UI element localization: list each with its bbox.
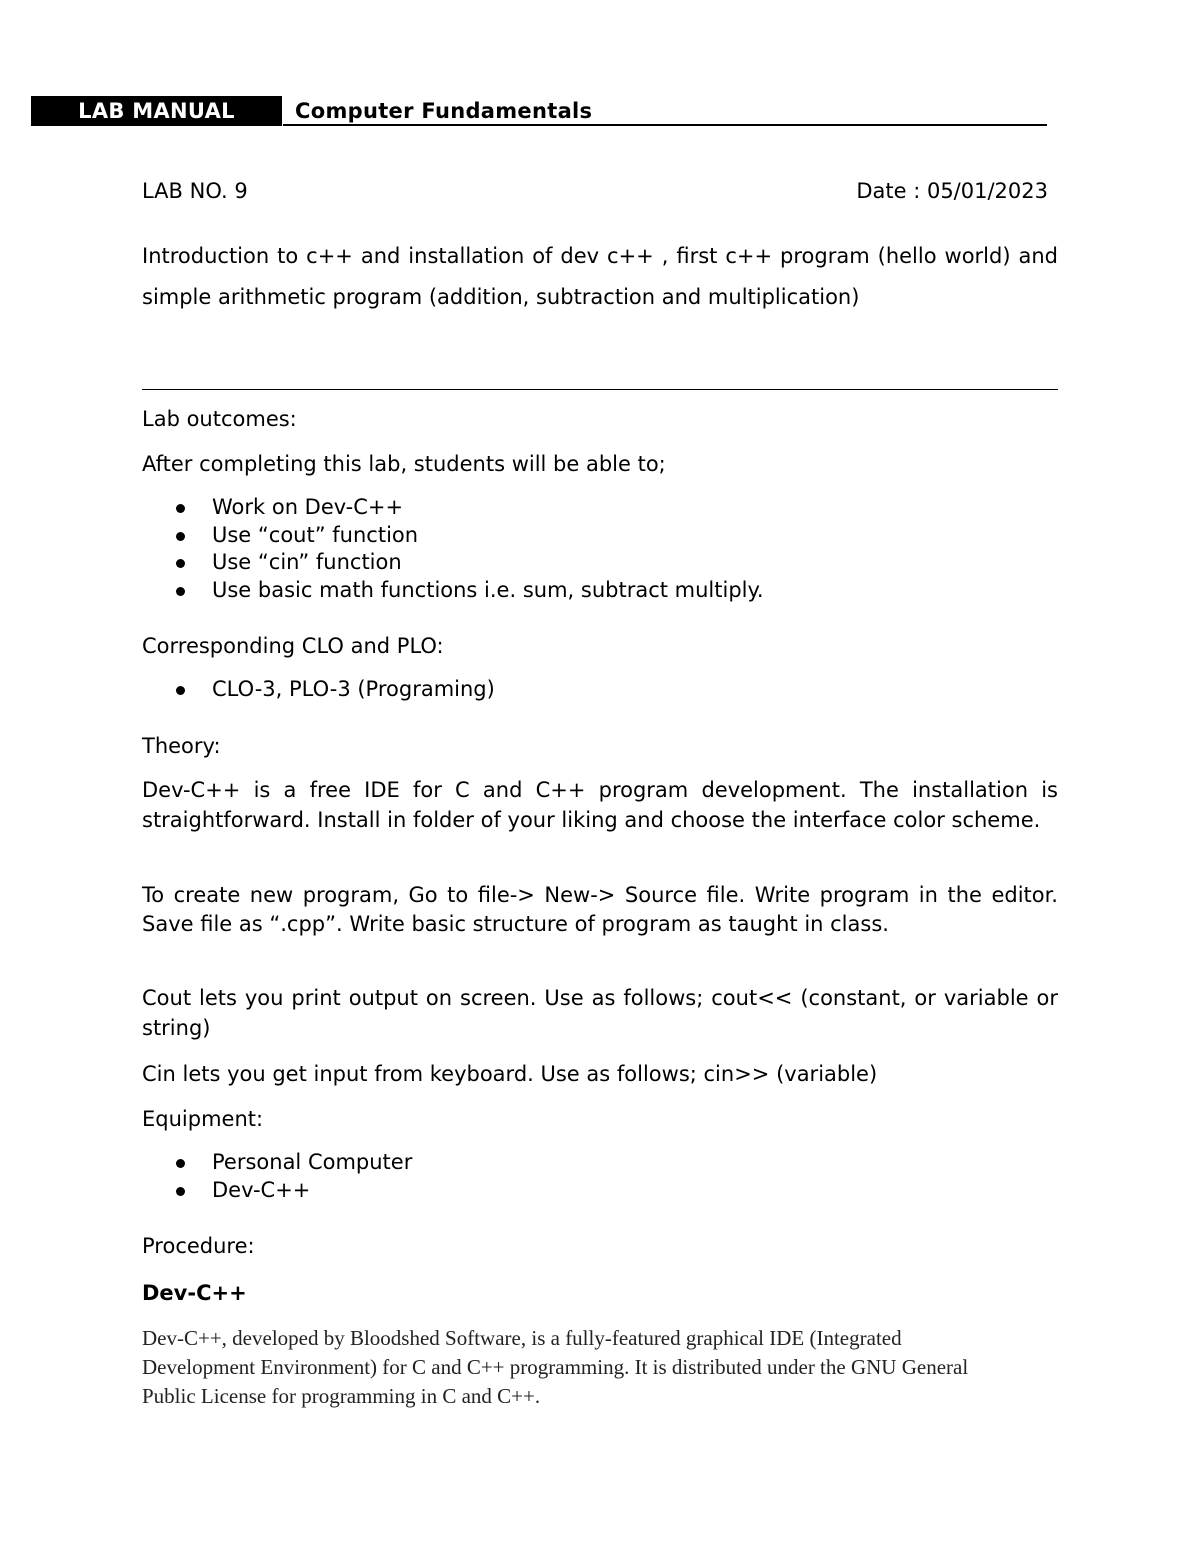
procedure-heading: Procedure: [142,1234,255,1258]
header-label: LAB MANUAL [31,96,282,126]
equipment-list [142,1149,1058,1204]
outcomes-intro: After completing this lab, students will be able to; [142,452,666,476]
theory-heading: Theory: [142,734,221,758]
clo-plo-heading: Corresponding CLO and PLO: [142,634,444,658]
lab-date: Date : 05/01/2023 [856,179,1048,203]
outcomes-heading: Lab outcomes: [142,407,297,431]
list-item: Work on Dev-C++ [142,494,1058,522]
procedure-paragraph: Dev-C++, developed by Bloodshed Software, is a fully-featured graphical IDE (Integrated Development Environment) for C and C++ programming. It is distributed under the GNU General Public License for programming in C and C++. [142,1326,969,1408]
header-title: Computer Fundamentals [295,99,593,123]
list-item: Use “cout” function [142,522,1058,550]
lab-title: Introduction to c++ and installation of dev c++ , first c++ program (hello world) and simple arithmetic program (addition, subtraction and multiplication) [142,244,1058,309]
bullet-icon [176,532,185,541]
list-item: Use basic math functions i.e. sum, subtract multiply. [142,577,1058,605]
bullet-icon [176,504,185,513]
bullet-icon [176,686,185,695]
theory-paragraph: Cin lets you get input from keyboard. Use as follows; cin>> (variable) [142,1062,878,1086]
bullet-icon [176,559,185,568]
page-header [31,96,1047,128]
equipment-heading: Equipment: [142,1107,264,1131]
list-item: Use “cin” function [142,549,1058,577]
list-item: Personal Computer [142,1149,1058,1177]
procedure-subheading: Dev-C++ [142,1281,247,1305]
lab-number: LAB NO. 9 [142,179,248,203]
outcomes-list [142,494,1058,604]
clo-plo-list [142,676,1058,704]
theory-paragraph: To create new program, Go to file-> New-> Source file. Write program in the editor. Save file as “.cpp”. Write basic structure of program as taught in class. [142,883,1058,936]
list-item: Dev-C++ [142,1177,1058,1205]
list-item: CLO-3, PLO-3 (Programing) [142,676,1058,704]
bullet-icon [176,1187,185,1196]
section-divider [142,389,1058,390]
theory-paragraph: Cout lets you print output on screen. Use as follows; cout<< (constant, or variable or string) [142,986,1058,1040]
theory-paragraph: Dev-C++ is a free IDE for C and C++ program development. The installation is straightforward. Install in folder of your liking and choose the interface color scheme. [142,778,1058,832]
bullet-icon [176,1159,185,1168]
bullet-icon [176,587,185,596]
header-rule [283,124,1047,126]
